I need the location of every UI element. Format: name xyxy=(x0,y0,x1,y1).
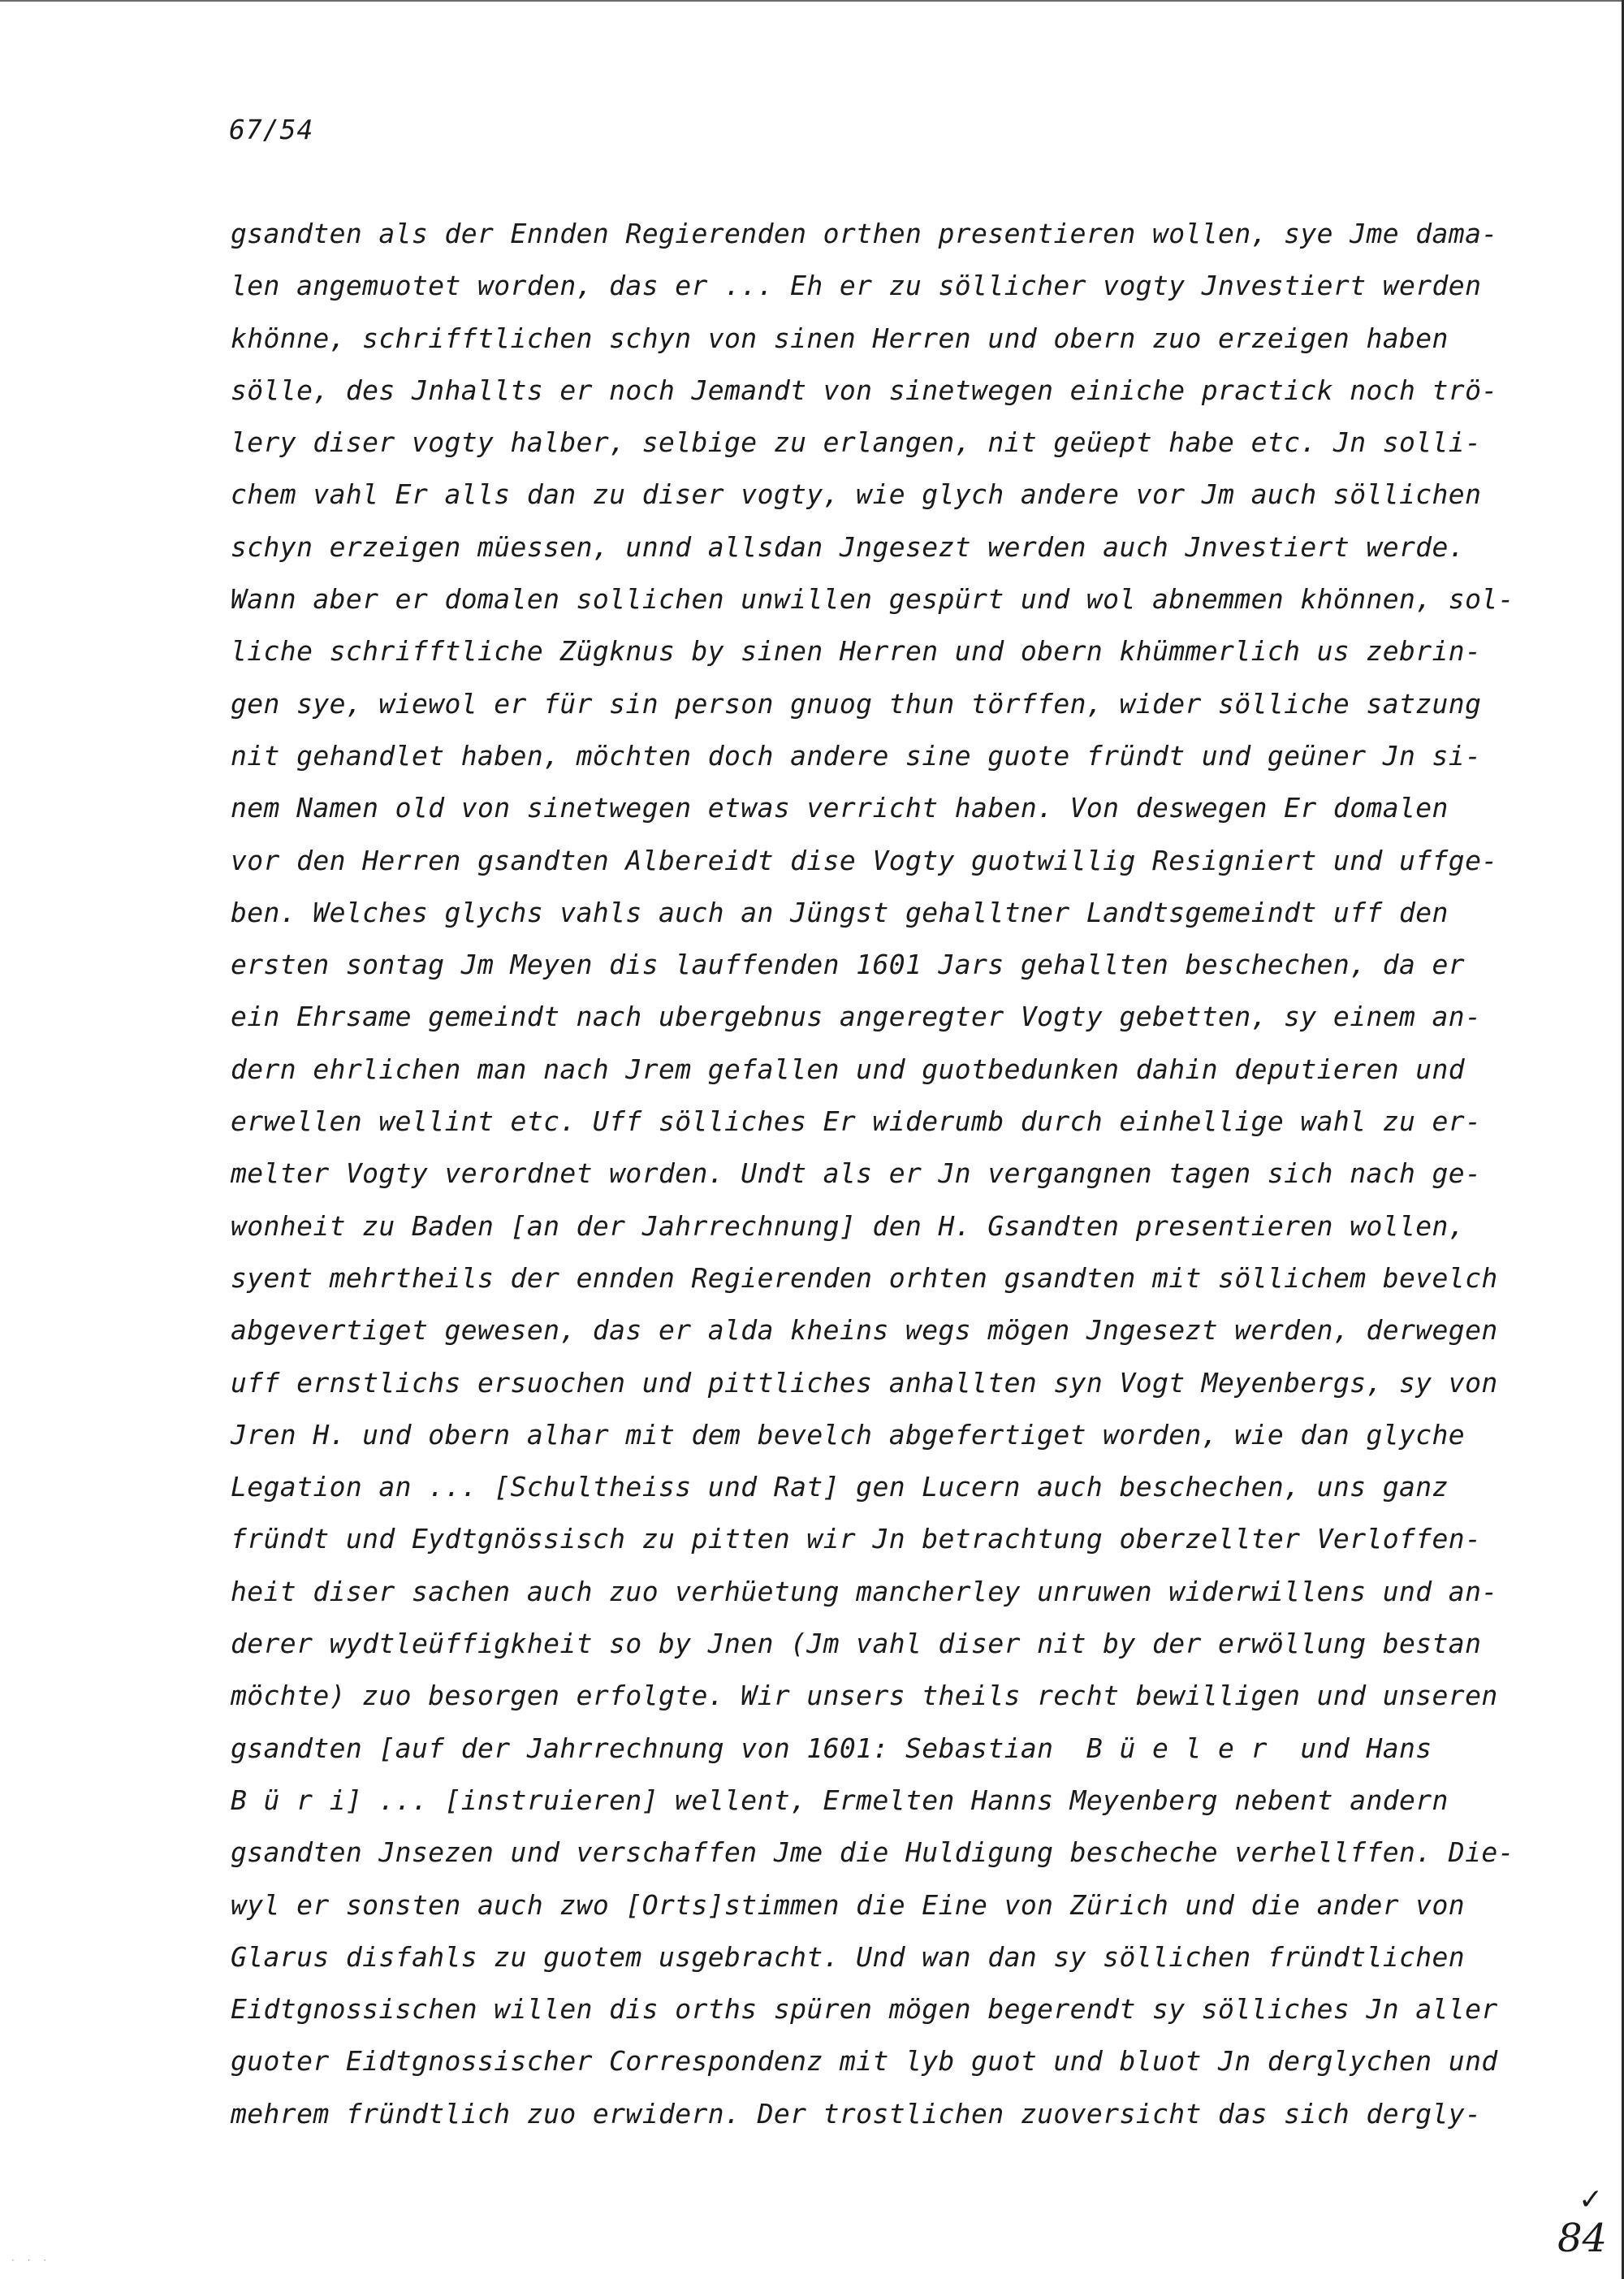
text-line: gsandten Jnsezen und verschaffen Jme die Huldigung bescheche verhellffen. Die- xyxy=(231,1836,1514,1869)
text-line: ben. Welches glychs vahls auch an Jüngst gehalltner Landtsgemeindt uff den xyxy=(231,896,1449,928)
body-text xyxy=(231,208,1530,2140)
text-line: derer wydtleüffigkheit so by Jnen (Jm vahl diser nit by der erwöllung bestan xyxy=(231,1628,1482,1660)
text-line: melter Vogty verordnet worden. Undt als er Jn vergangnen tagen sich nach ge- xyxy=(231,1157,1482,1190)
text-line: gen sye, wiewol er für sin person gnuog thun törffen, wider sölliche satzung xyxy=(231,687,1482,720)
scan-speckle: · · · xyxy=(11,2255,52,2266)
text-line: sölle, des Jnhallts er noch Jemandt von sinetwegen einiche practick noch trö- xyxy=(231,374,1498,406)
text-line: syent mehrtheils der ennden Regierenden orhten gsandten mit söllichem bevelch xyxy=(231,1261,1498,1294)
handwritten-check-mark: ✓ xyxy=(1579,2183,1604,2216)
text-line: Jren H. und obern alhar mit dem bevelch abgefertiget worden, wie dan glyche xyxy=(231,1418,1466,1451)
text-line: heit diser sachen auch zuo verhüetung mancherley unruwen widerwillens und an- xyxy=(231,1575,1498,1607)
text-line: liche schrifftliche Zügknus by sinen Herren und obern khümmerlich us zebrin- xyxy=(231,635,1482,668)
text-line: khönne, schrifftlichen schyn von sinen Herren und obern zuo erzeigen haben xyxy=(231,322,1449,354)
page-number: 67/54 xyxy=(229,114,314,145)
text-line: ersten sontag Jm Meyen dis lauffenden 1601 Jars gehallten beschechen, da er xyxy=(231,949,1466,981)
text-line: gsandten als der Ennden Regierenden orthen presentieren wollen, sye Jme dama- xyxy=(231,218,1498,249)
text-line: schyn erzeigen müessen, unnd allsdan Jngesezt werden auch Jnvestiert werde. xyxy=(231,530,1466,563)
page-edge-top xyxy=(0,0,1624,2)
text-line: lery diser vogty halber, selbige zu erlangen, nit geüept habe etc. Jn solli- xyxy=(231,426,1482,459)
text-line: gsandten [auf der Jahrrechnung von 1601: Sebastian B ü e l e r und Hans xyxy=(231,1732,1432,1764)
text-line: B ü r i] ... [instruieren] wellent, Ermelten Hanns Meyenberg nebent andern xyxy=(231,1784,1449,1816)
handwritten-page-annotation: 84 xyxy=(1557,2216,1608,2261)
text-line: mehrem fründtlich zuo erwidern. Der trostlichen zuoversicht das sich dergly- xyxy=(231,2097,1482,2130)
text-line: abgevertiget gewesen, das er alda kheins wegs mögen Jngesezt werden, derwegen xyxy=(231,1314,1498,1347)
text-line: fründt und Eydtgnössisch zu pitten wir Jn betrachtung oberzellter Verloffen- xyxy=(231,1523,1482,1555)
text-line: nem Namen old von sinetwegen etwas verricht haben. Von deswegen Er domalen xyxy=(231,792,1449,824)
text-line: wonheit zu Baden [an der Jahrrechnung] den H. Gsandten presentieren wollen, xyxy=(231,1209,1466,1242)
text-line: uff ernstlichs ersuochen und pittliches anhallten syn Vogt Meyenbergs, sy von xyxy=(231,1366,1498,1399)
text-line: Legation an ... [Schultheiss und Rat] gen Lucern auch beschechen, uns ganz xyxy=(231,1471,1449,1503)
text-line: erwellen wellint etc. Uff sölliches Er widerumb durch einhellige wahl zu er- xyxy=(231,1105,1482,1138)
text-line: vor den Herren gsandten Albereidt dise Vogty guotwillig Resigniert und uffge- xyxy=(231,844,1498,876)
text-line: len angemuotet worden, das er ... Eh er zu söllicher vogty Jnvestiert werden xyxy=(231,270,1482,302)
text-line: guoter Eidtgnossischer Correspondenz mit lyb guot und bluot Jn derglychen und xyxy=(231,2045,1498,2078)
text-line: chem vahl Er alls dan zu diser vogty, wie glych andere vor Jm auch söllichen xyxy=(231,478,1482,511)
text-line: möchte) zuo besorgen erfolgte. Wir unsers theils recht bewilligen und unseren xyxy=(231,1680,1498,1712)
text-line: Eidtgnossischen willen dis orths spüren mögen begerendt sy sölliches Jn aller xyxy=(231,1993,1498,2026)
text-line: Glarus disfahls zu guotem usgebracht. Und wan dan sy söllichen fründtlichen xyxy=(231,1940,1466,1973)
text-line: dern ehrlichen man nach Jrem gefallen und guotbedunken dahin deputieren und xyxy=(231,1053,1466,1085)
text-line: ein Ehrsame gemeindt nach ubergebnus angeregter Vogty gebetten, sy einem an- xyxy=(231,1001,1482,1033)
text-line: nit gehandlet haben, möchten doch andere sine guote fründt und geüner Jn si- xyxy=(231,739,1482,772)
text-line: wyl er sonsten auch zwo [Orts]stimmen die Eine von Zürich und die ander von xyxy=(231,1888,1466,1921)
text-line: Wann aber er domalen sollichen unwillen gespürt und wol abnemmen khönnen, sol- xyxy=(231,583,1514,616)
